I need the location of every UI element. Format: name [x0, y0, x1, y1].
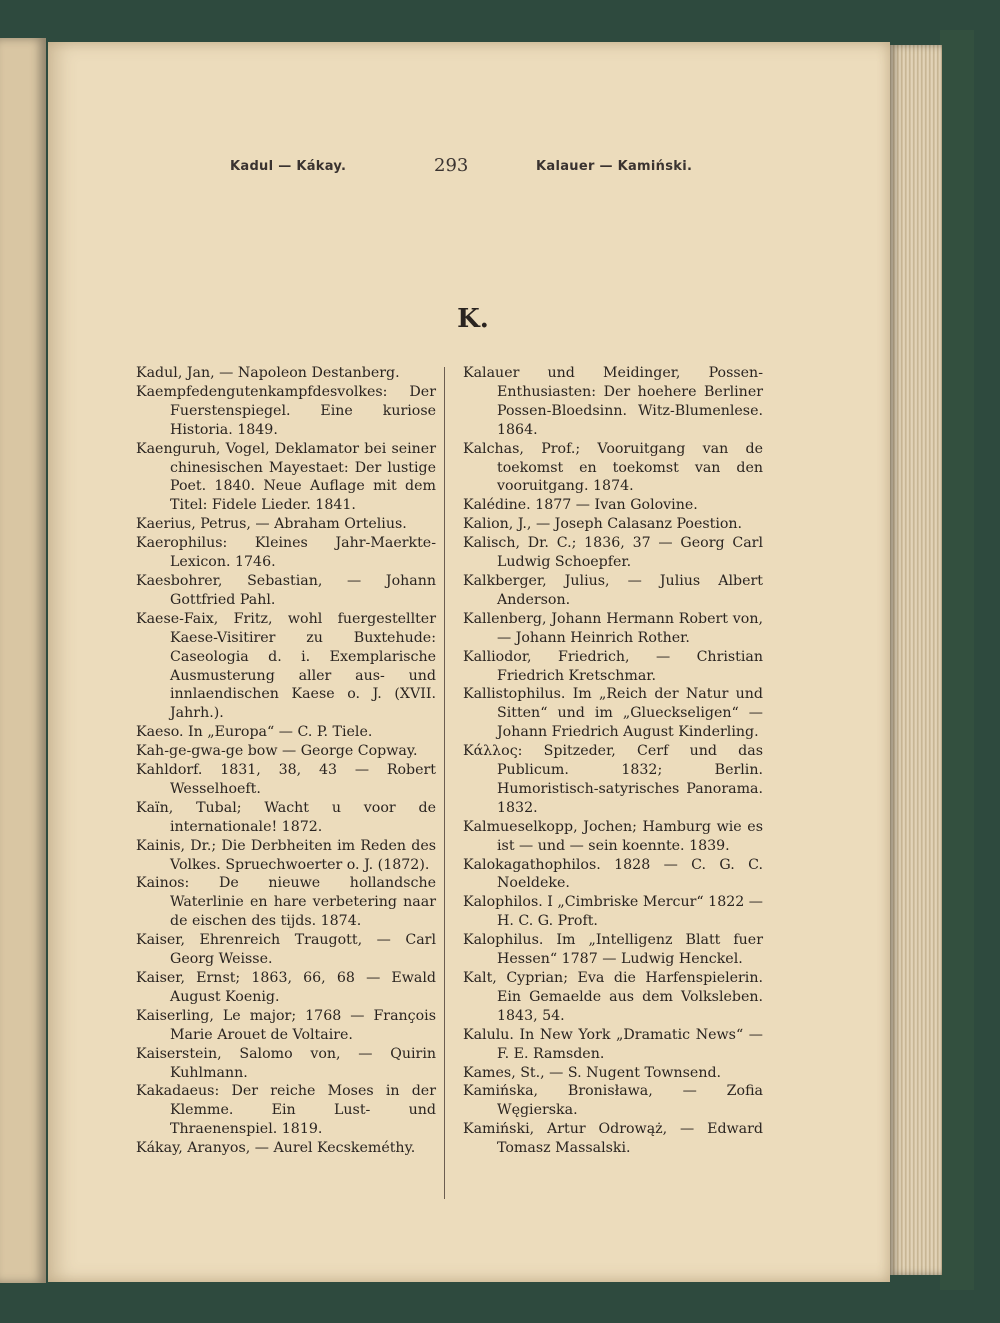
- index-entry: Kalophilus. Im „Intelligenz Blatt fuer Hessen“ 1787 — Ludwig Henckel.: [463, 932, 763, 968]
- index-entry: Kalchas, Prof.; Vooruitgang van de toekomst en toekomst van den vooruitgang. 1874.: [463, 440, 763, 495]
- index-entry: Kaenguruh, Vogel, Deklamator bei seiner chinesischen Mayestaet: Der lustige Poet. 1840. Neue Auflage mit dem Titel: Fidele Lieder. 1841.: [136, 440, 436, 514]
- index-entry: Kaiserling, Le major; 1768 — François Marie Arouet de Voltaire.: [136, 1007, 436, 1043]
- index-entry: Kákay, Aranyos, — Aurel Kecskeméthy.: [136, 1140, 416, 1157]
- page-number: 293: [434, 155, 469, 176]
- index-entry: Kaesbohrer, Sebastian, — Johann Gottfried Pahl.: [136, 572, 436, 608]
- book-cover-right: [940, 30, 974, 1290]
- index-entry: Kamiński, Artur Odrowąż, — Edward Tomasz Massalski.: [463, 1121, 763, 1157]
- running-head-right: Kalauer — Kamiński.: [536, 159, 693, 174]
- index-entry: Kames, St., — S. Nugent Townsend.: [463, 1064, 722, 1081]
- section-letter-row: [48, 304, 890, 334]
- running-head-left: Kadul — Kákay.: [230, 159, 347, 174]
- index-entry: Kaiserstein, Salomo von, — Quirin Kuhlmann.: [136, 1045, 436, 1081]
- index-entry: Kalion, J., — Joseph Calasanz Poestion.: [463, 516, 743, 533]
- index-entry: Κάλλος: Spitzeder, Cerf und das Publicum. 1832; Berlin. Humoristisch-satyrisches Panorama. 1832.: [463, 743, 763, 816]
- index-entry: Kalophilos. I „Cimbriske Mercur“ 1822 — H. C. G. Proft.: [463, 894, 763, 930]
- index-entry: Kahldorf. 1831, 38, 43 — Robert Wesselhoeft.: [136, 762, 436, 797]
- index-entry: Kallenberg, Johann Hermann Robert von, — Johann Heinrich Rother.: [463, 610, 763, 646]
- book-cover-left: [0, 38, 46, 1283]
- column-divider: [444, 367, 445, 1199]
- index-entry: Kallistophilus. Im „Reich der Natur und Sitten“ und im „Glueckseligen“ — Johann Friedrich August Kinderling.: [463, 686, 763, 741]
- index-entry: Kaempfedengutenkampfdesvolkes: Der Fuerstenspiegel. Eine kuriose Historia. 1849.: [136, 383, 436, 438]
- index-entry: Kaïn, Tubal; Wacht u voor de internationale! 1872.: [136, 799, 436, 835]
- index-entry: Kalauer und Meidinger, Possen-Enthusiasten: Der hoehere Berliner Possen-Bloedsinn. Witz-Blumenlese. 1864.: [463, 365, 763, 438]
- right-column: [463, 364, 763, 1158]
- page-edges: [890, 45, 942, 1275]
- index-entry: Kalmueselkopp, Jochen; Hamburg wie es ist — und — sein koennte. 1839.: [463, 818, 763, 854]
- book-page: [48, 42, 890, 1282]
- left-column: [136, 364, 436, 1158]
- index-entry: Kalisch, Dr. C.; 1836, 37 — Georg Carl Ludwig Schoepfer.: [463, 535, 763, 571]
- index-entry: Kaese-Faix, Fritz, wohl fuergestellter Kaese-Visitirer zu Buxtehude: Caseologia d. i. Exemplarische Ausmusterung aller aus- und innlaendischen Kaese o. J. (XVII. Jahrh.).: [136, 610, 436, 722]
- index-entry: Kalokagathophilos. 1828 — C. G. C. Noeldeke.: [463, 856, 763, 892]
- index-entry: Kalt, Cyprian; Eva die Harfenspielerin. Ein Gemaelde aus dem Volksleben. 1843, 54.: [463, 970, 763, 1024]
- index-entry: Kamińska, Bronisława, — Zofia Węgierska.: [463, 1083, 763, 1119]
- index-entry: Kaiser, Ehrenreich Traugott, — Carl Georg Weisse.: [136, 932, 436, 968]
- index-entry: Kalliodor, Friedrich, — Christian Friedrich Kretschmar.: [463, 648, 763, 684]
- index-entry: Kalulu. In New York „Dramatic News“ — F. E. Ramsden.: [463, 1026, 763, 1062]
- index-entry: Kalkberger, Julius, — Julius Albert Anderson.: [463, 572, 763, 608]
- index-entry: Kainis, Dr.; Die Derbheiten im Reden des Volkes. Spruechwoerter o. J. (1872).: [136, 837, 436, 873]
- index-entry: Kakadaeus: Der reiche Moses in der Klemme. Ein Lust- und Thraenenspiel. 1819.: [136, 1083, 436, 1138]
- index-entry: Kaeso. In „Europa“ — C. P. Tiele.: [136, 724, 373, 741]
- index-entry: Kaerophilus: Kleines Jahr-Maerkte-Lexicon. 1746.: [136, 535, 436, 571]
- index-entry: Kah-ge-gwa-ge bow — George Copway.: [136, 743, 418, 760]
- running-head: [48, 155, 890, 179]
- index-entry: Kalédine. 1877 — Ivan Golovine.: [463, 497, 698, 514]
- section-letter: K.: [457, 304, 489, 334]
- index-entry: Kainos: De nieuwe hollandsche Waterlinie en hare verbetering naar de eischen des tijds. 1874.: [136, 875, 436, 930]
- index-entry: Kadul, Jan, — Napoleon Destanberg.: [136, 365, 400, 381]
- index-entry: Kaerius, Petrus, — Abraham Ortelius.: [136, 516, 407, 533]
- index-entry: Kaiser, Ernst; 1863, 66, 68 — Ewald August Koenig.: [136, 970, 436, 1005]
